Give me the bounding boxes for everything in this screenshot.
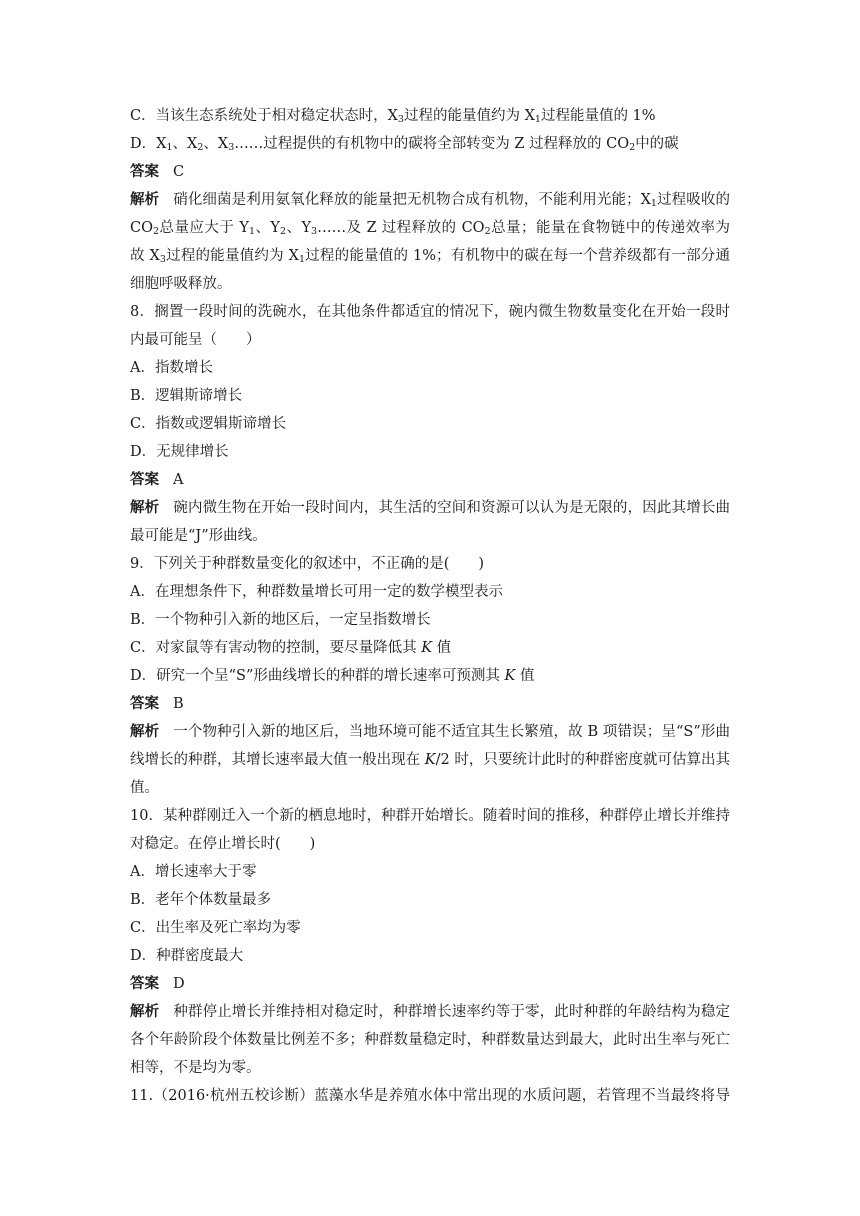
analysis-label: 解析 bbox=[130, 192, 160, 208]
q9-analysis-line: 值。 bbox=[130, 780, 159, 796]
q9-option-a: A．在理想条件下，种群数量增长可用一定的数学模型表示 bbox=[130, 584, 503, 600]
q9-stem: 9．下列关于种群数量变化的叙述中，不正确的是( ) bbox=[130, 556, 485, 572]
q9-option-c: C．对家鼠等有害动物的控制，要尽量降低其 K 值 bbox=[130, 640, 452, 656]
q8-stem: 8．搁置一段时间的洗碗水，在其他条件都适宜的情况下，碗内微生物数量变化在开始一段时 bbox=[130, 304, 730, 320]
q9-option-b: B．一个物种引入新的地区后，一定呈指数增长 bbox=[130, 612, 431, 628]
q9-answer: 答案 B bbox=[130, 696, 184, 712]
q10-stem: 10．某种群刚迁入一个新的栖息地时，种群开始增长。随着时间的推移，种群停止增长并维持 bbox=[130, 808, 730, 824]
q7-analysis-line: 故 $X_3$过程的能量值约为 $X_1$过程的能量值的 1%；有机物中的碳在每一个营养级都有一部分通 bbox=[130, 248, 730, 265]
q7-answer: 答案 C bbox=[130, 164, 185, 180]
q8-option-c: C．指数或逻辑斯谛增长 bbox=[130, 416, 287, 432]
q7-option-c: C．当该生态系统处于相对稳定状态时，$X_3$过程的能量值约为 $X_1$过程能量值的 1% bbox=[130, 108, 656, 125]
document-body bbox=[130, 102, 730, 1110]
q11-stem: 11.（2016·杭州五校诊断）蓝藻水华是养殖水体中常出现的水质问题，若管理不当最终将导 bbox=[130, 1088, 730, 1104]
q8-option-d: D．无规律增长 bbox=[130, 444, 229, 460]
q10-option-a: A．增长速率大于零 bbox=[130, 864, 257, 880]
q9-analysis-line: 线增长的种群，其增长速率最大值一般出现在 K/2 时，只要统计此时的种群密度就可估算出其 bbox=[130, 752, 730, 768]
analysis-label: 解析 bbox=[130, 724, 160, 740]
answer-label: 答案 bbox=[130, 164, 159, 180]
q7-option-d: D．$X_1$、$X_2$、$X_3\dots\dots$过程提供的有机物中的碳将全部转变为 Z 过程释放的 $CO_2$中的碳 bbox=[130, 136, 679, 153]
q10-option-c: C．出生率及死亡率均为零 bbox=[130, 920, 301, 936]
answer-label: 答案 bbox=[130, 976, 159, 992]
q10-analysis-line: 相等，不是均为零。 bbox=[130, 1060, 261, 1076]
q9-analysis-line: 解析 一个物种引入新的地区后，当地环境可能不适宜其生长繁殖，故 B 项错误；呈“S”形曲 bbox=[130, 724, 730, 740]
q8-option-b: B．逻辑斯谛增长 bbox=[130, 388, 243, 404]
answer-label: 答案 bbox=[130, 696, 159, 712]
q8-option-a: A．指数增长 bbox=[130, 360, 213, 376]
analysis-label: 解析 bbox=[130, 500, 160, 516]
answer-label: 答案 bbox=[130, 472, 159, 488]
q10-analysis-line: 解析 种群停止增长并维持相对稳定时，种群增长速率约等于零，此时种群的年龄结构为稳定 bbox=[130, 1004, 730, 1020]
q10-option-b: B．老年个体数量最多 bbox=[130, 892, 272, 908]
q8-stem: 内最可能呈（ ） bbox=[130, 332, 261, 348]
q10-option-d: D．种群密度最大 bbox=[130, 948, 244, 964]
q9-option-d: D．研究一个呈“S”形曲线增长的种群的增长速率可预测其 K 值 bbox=[130, 668, 535, 684]
analysis-label: 解析 bbox=[130, 1004, 160, 1020]
q10-answer: 答案 D bbox=[130, 976, 185, 992]
q7-analysis-line: 细胞呼吸释放。 bbox=[130, 276, 232, 292]
q7-analysis-line: $CO_2$总量应大于 $Y_1$、$Y_2$、$Y_3\dots\dots$及 Z 过程释放的 $CO_2$总量；能量在食物链中的传递效率为 bbox=[130, 220, 730, 237]
q8-answer: 答案 A bbox=[130, 472, 184, 488]
q8-analysis-line: 解析 碗内微生物在开始一段时间内，其生活的空间和资源可以认为是无限的，因此其增长曲 bbox=[130, 500, 730, 516]
q10-stem: 对稳定。在停止增长时( ) bbox=[130, 836, 316, 852]
q8-analysis-line: 最可能是“J”形曲线。 bbox=[130, 528, 267, 544]
q7-analysis-line: 解析 硝化细菌是利用氨氧化释放的能量把无机物合成有机物，不能利用光能；$X_1$过程吸收的 bbox=[130, 192, 730, 209]
q10-analysis-line: 各个年龄阶段个体数量比例差不多；种群数量稳定时，种群数量达到最大，此时出生率与死亡 bbox=[130, 1032, 730, 1048]
